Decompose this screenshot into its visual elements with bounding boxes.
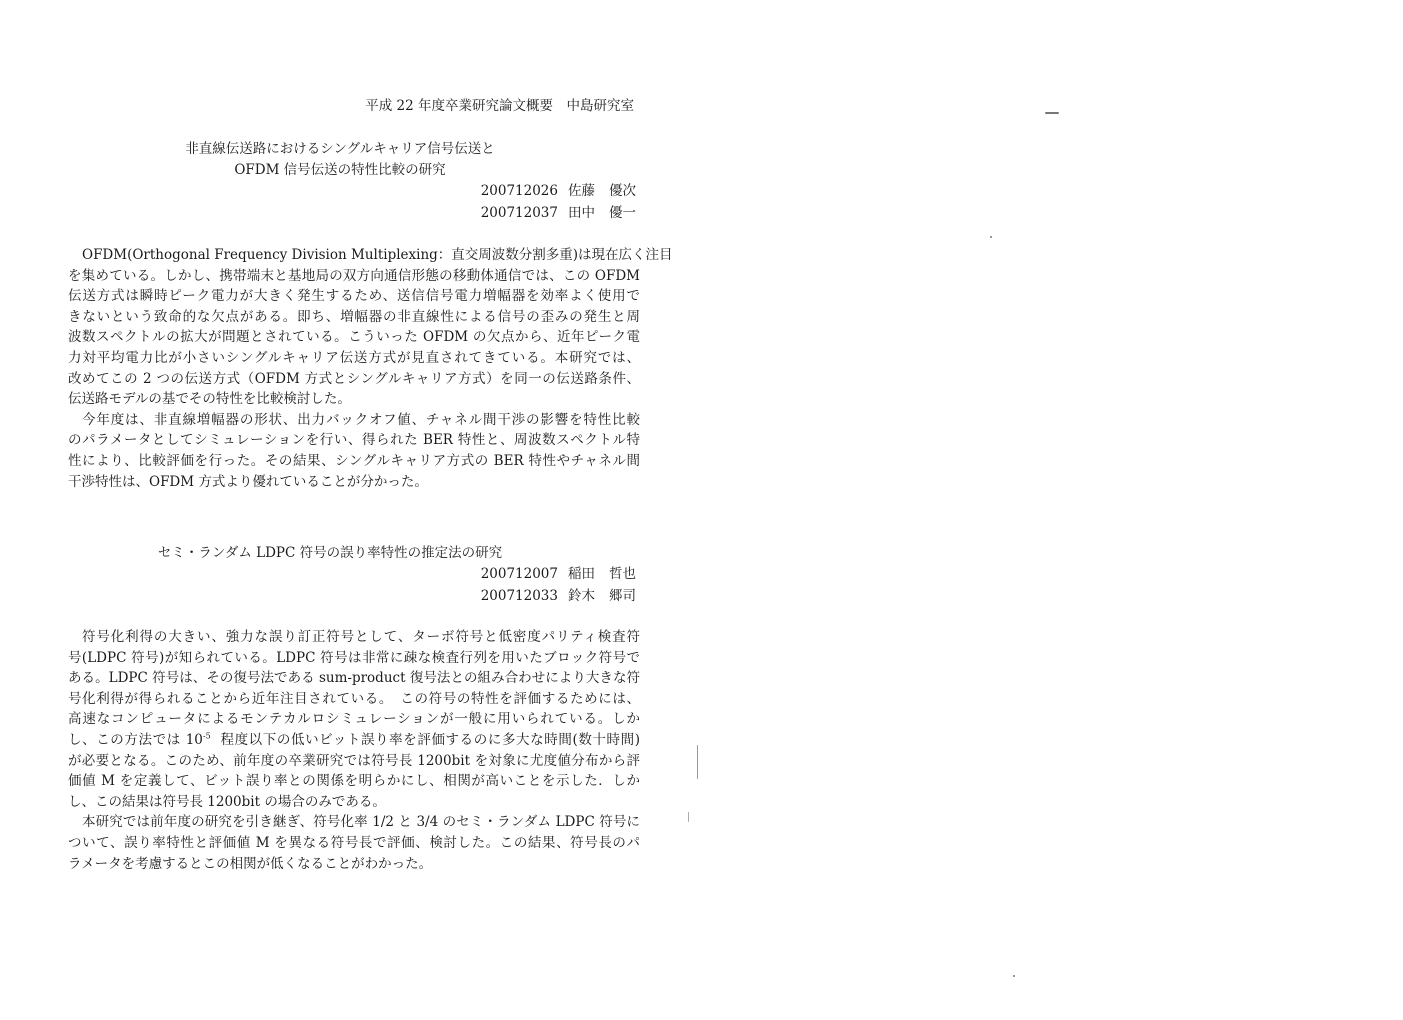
abstract-line: 号(LDPC 符号)が知られている。LDPC 符号は非常に疎な検査行列を用いたブロック符号で (68, 649, 640, 666)
header-lab-label: 平成 22 年度卒業研究論文概要 中島研究室 (365, 98, 634, 114)
abstract-line: 号化利得が得られることから近年注目されている。 この符号の特性を評価するためには、 (68, 690, 640, 707)
abstract-line: 高速なコンピュータによるモンテカルロシミュレーションが一般に用いられている。しか (68, 711, 640, 728)
paper2-title: セミ・ランダム LDPC 符号の誤り率特性の推定法の研究 (157, 545, 503, 561)
author-surname: 佐藤 (568, 183, 595, 199)
scan-speck (1013, 975, 1015, 977)
abstract-line: のパラメータとしてシミュレーションを行い、得られた BER 特性と、周波数スペクトル特 (68, 432, 640, 449)
student-id: 200712026 (480, 183, 558, 199)
abstract-line: を集めている。しかし、携帯端末と基地局の双方向通信形態の移動体通信では、この OFDM (68, 267, 640, 284)
abstract-line: ついて、誤り率特性と評価値 M を異なる符号長で評価、検討した。この結果、符号長のパ (68, 834, 640, 851)
abstract-line: 符号化利得の大きい、強力な誤り訂正符号として、ターボ符号と低密度パリティ検査符 (82, 629, 640, 645)
author-given-name: 郷司 (609, 588, 636, 604)
author-given-name: 哲也 (609, 566, 636, 582)
paper2-abstract (68, 627, 640, 874)
author-surname: 稲田 (568, 566, 595, 582)
abstract-line: 今年度は、非直線増幅器の形状、出力バックオフ値、チャネル間干渉の影響を特性比較 (82, 411, 640, 428)
abstract-line: 波数スペクトルの拡大が問題とされている。こういった OFDM の欠点から、近年ピーク電 (68, 329, 640, 346)
scan-speck (697, 745, 698, 779)
paper2-authors (360, 563, 636, 607)
paper1-title (70, 139, 610, 181)
abstract-line: 改めてこの 2 つの伝送方式（OFDM 方式とシングルキャリア方式）を同一の伝送路条件、 (68, 370, 640, 387)
paper1-title-line1: 非直線伝送路におけるシングルキャリア信号伝送と (185, 141, 495, 157)
author-given-name: 優一 (609, 205, 636, 221)
author-surname: 鈴木 (568, 588, 595, 604)
abstract-line: 伝送方式は瞬時ピーク電力が大きく発生するため、送信信号電力増幅器を効率よく使用で (68, 288, 640, 305)
abstract-line: 干渉特性は、OFDM 方式より優れていることが分かった。 (68, 473, 428, 490)
author-surname: 田中 (568, 205, 595, 221)
line-suffix: 程度以下の低いビット誤り率を評価するのに多大な時間(数十時間) (210, 731, 640, 748)
paper1-authors (360, 180, 636, 224)
abstract-line: 伝送路モデルの基でその特性を比較検討した。 (68, 391, 351, 408)
abstract-line: ラメータを考慮するとこの相関が低くなることがわかった。 (68, 855, 433, 872)
author-row (360, 180, 636, 202)
abstract-line: 性により、比較評価を行った。その結果、シングルキャリア方式の BER 特性やチャネル間 (68, 452, 640, 469)
student-id: 200712033 (480, 588, 558, 604)
abstract-line: ある。LDPC 符号は、その復号法である sum-product 復号法との組み合わせにより大きな符 (68, 670, 640, 687)
abstract-line: きないという致命的な欠点がある。即ち、増幅器の非直線性による信号の歪みの発生と周 (68, 308, 640, 325)
scan-speck (1045, 112, 1059, 114)
paper1-abstract (68, 245, 673, 492)
abstract-line: が必要となる。このため、前年度の卒業研究では符号長 1200bit を対象に尤度値分布から評 (68, 752, 640, 769)
abstract-line: し、この結果は符号長 1200bit の場合のみである。 (68, 793, 386, 810)
paper1-title-line2: OFDM 信号伝送の特性比較の研究 (234, 162, 446, 178)
abstract-line: 力対平均電力比が小さいシングルキャリア伝送方式が見直されてきている。本研究では、 (68, 349, 640, 366)
author-row (360, 585, 636, 607)
author-given-name: 優次 (609, 183, 636, 199)
abstract-line: 本研究では前年度の研究を引き継ぎ、符号化率 1/2 と 3/4 のセミ・ランダム LDPC 符号に (82, 814, 640, 831)
line-prefix: し、この方法では 10 (68, 731, 203, 748)
abstract-line-with-exponent (68, 730, 640, 751)
author-row (360, 563, 636, 585)
scan-speck (688, 812, 689, 822)
student-id: 200712037 (480, 205, 558, 221)
scan-speck (990, 236, 992, 238)
author-row (360, 202, 636, 224)
exponent: -5 (202, 731, 211, 741)
student-id: 200712007 (480, 566, 558, 582)
abstract-line: 価値 M を定義して、ビット誤り率との関係を明らかにし、相関が高いことを示した．しか (68, 773, 640, 790)
abstract-line: OFDM(Orthogonal Frequency Division Multiplexing：直交周波数分割多重)は現在広く注目 (82, 247, 673, 263)
